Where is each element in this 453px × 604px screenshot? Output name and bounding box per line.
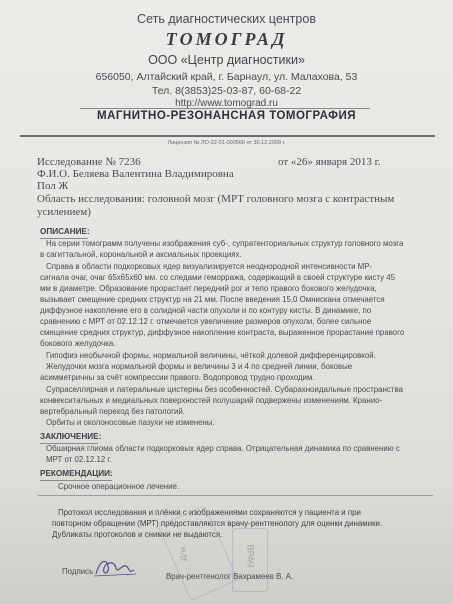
clinic-phones: Тел. 8(3853)25-03-87, 60-68-22: [151, 85, 302, 97]
description-line: Желудочки мозга нормальной формы и величины 3 и 4 по средней линии, боковые: [46, 362, 353, 371]
conclusion-line: МРТ от 02.12.12 г.: [46, 455, 112, 464]
description-heading: ОПИСАНИЕ:: [40, 227, 90, 236]
signature-label: Подпись: [62, 567, 94, 576]
handwritten-signature: [92, 554, 140, 580]
patient-name: Ф.И.О. Беляева Валентина Владимировна: [37, 168, 234, 180]
clinic-website: http://www.tomograd.ru: [175, 98, 278, 109]
report-title: МАГНИТНО-РЕЗОНАНСНАЯ ТОМОГРАФИЯ: [97, 110, 356, 122]
network-name: Сеть диагностических центров: [137, 12, 316, 26]
description-line: Орбиты и околоносовые пазухи не изменены.: [46, 418, 215, 427]
description-line: асимметричны за счёт компрессии правого. Водопровод трудно проходим.: [40, 373, 315, 382]
footnote-line: повторном обращении (МРТ) предоставляются врачу-рентгенологу для оценки динамики.: [52, 519, 383, 528]
clinic-address: 656050, Алтайский край, г. Барнаул, ул. Малахова, 53: [95, 71, 358, 83]
conclusion-line: Обширная глиома области подкорковых ядер справа. Отрицательная динамика по сравнению с: [46, 444, 400, 453]
description-line: вызывает смещение средних структур на 21 мм. После введения 15,0 Омнискана отмечается: [40, 295, 385, 304]
recommendations-heading: РЕКОМЕНДАЦИИ:: [40, 469, 113, 478]
description-line: сравнению с МРТ от 02.12.12 г. отмечается увеличение размеров опухоли, более сильное: [40, 317, 372, 326]
study-area-line1: Область исследования: головной мозг (МРТ головного мозга с контрастным: [37, 193, 395, 205]
description-line: Супраселлярная и латеральные цистерны без особенностей. Субарахноидальные пространства: [46, 385, 403, 394]
doctor-stamp: [232, 528, 268, 592]
description-line: Гипофиз необычной формы, нормальной величины, чёткой долевой дифференцировкой.: [46, 351, 376, 360]
footnote-line: Протокол исследования и плёнки с изображениями сохраняются у пациента и при: [58, 508, 361, 517]
clinic-logo: ТОМОГРАД: [165, 29, 288, 49]
description-line: диффузное накопление его в солидной части опухоли и по контуру кисты. В динамике, по: [40, 306, 372, 315]
stamp-right-text: ВРАЧ: [245, 544, 256, 568]
recommendation-line: Срочное операционное лечение.: [58, 482, 180, 491]
description-line: На серии томограмм получены изображения суб-, супратенториальных структур головного мозга: [46, 239, 404, 248]
study-area-line2: усилением): [37, 206, 91, 218]
header-divider: [80, 108, 370, 109]
description-line: вертебральный переход без патологий.: [40, 407, 185, 416]
description-line: сигнала очаг, очаг 65х65х60 мм. со следами геморража, содержащий в своей структуре кисту 45: [40, 273, 396, 282]
organization-name: ООО «Центр диагностики»: [148, 53, 305, 67]
description-line: Справа в области подкорковых ядер визуализируется неоднородной интенсивности МР-: [46, 262, 373, 271]
study-date: от «26» января 2013 г.: [278, 156, 381, 168]
footnote-line: Дубликаты протоколов и снимки не выдаются.: [52, 530, 223, 539]
stamp-left-text: Для: [178, 546, 189, 562]
title-underline: [20, 135, 435, 137]
conclusion-heading: ЗАКЛЮЧЕНИЕ:: [40, 432, 102, 441]
patient-sex: Пол Ж: [37, 180, 69, 192]
license-line: Лицензия № ЛО-22-01-000560 от 30.12.2009 г.: [167, 140, 286, 146]
description-line: смещение средних структур, диффузное накопление контраста, выраженное прорастание правого: [40, 328, 405, 337]
description-line: конвекситальных и медиальных поверхностей полушарий подвержены изменениям. Кранио-: [40, 396, 383, 405]
description-line: в сагиттальной, корональной и аксиальных проекциях.: [40, 250, 242, 259]
description-line: мм в диаметре. Образование прорастает передний рог и тело правого бокового желудочка,: [40, 284, 377, 293]
section-divider: [38, 495, 433, 496]
study-number: Исследование № 7236: [37, 156, 141, 168]
description-line: бокового желудочка.: [40, 339, 116, 348]
doctor-name: Врач-рентгенолог Вахрамеев В. А.: [166, 572, 294, 581]
